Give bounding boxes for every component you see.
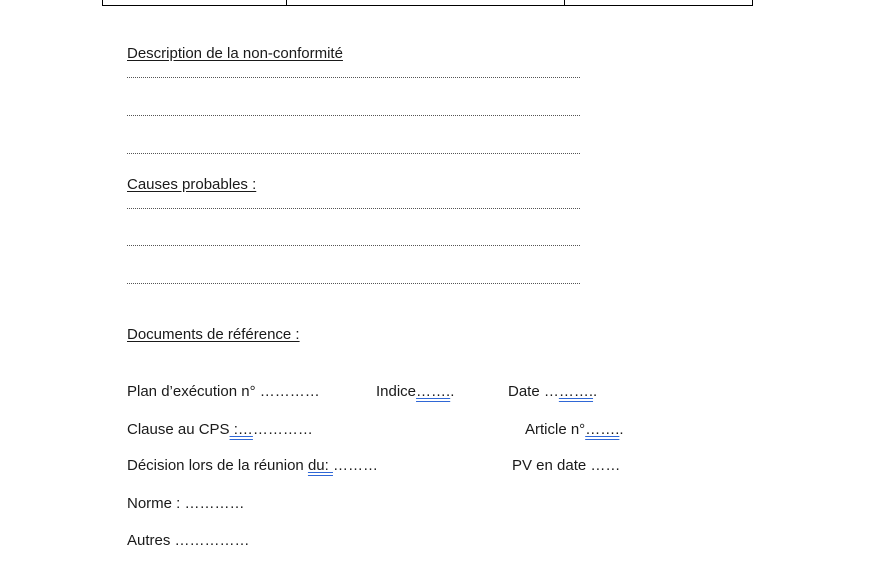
clause-end: …………	[252, 421, 313, 438]
date-value: …….	[558, 383, 594, 400]
indice-field	[376, 383, 454, 400]
dotted-line	[127, 208, 580, 209]
date-end: .	[593, 383, 598, 400]
date-field	[508, 383, 597, 400]
indice-value: …….	[416, 383, 451, 400]
autres-label: Autres ……………	[127, 532, 250, 549]
clause-value: :…	[229, 421, 253, 438]
clause-label: Clause au CPS	[127, 421, 230, 438]
dotted-line	[127, 115, 580, 116]
decision-value: du:	[307, 457, 333, 474]
documents-heading: Documents de référence :	[127, 326, 300, 343]
article-field	[525, 421, 624, 438]
pv-label: PV en date ……	[512, 457, 621, 474]
decision-end: ………	[332, 457, 378, 474]
dotted-line	[127, 245, 580, 246]
plan-label: Plan d’exécution n° …………	[127, 383, 320, 400]
dotted-line	[127, 153, 580, 154]
date-label: Date …	[508, 383, 559, 400]
decision-field	[127, 457, 378, 474]
description-heading: Description de la non-conformité	[127, 45, 343, 62]
header-table	[102, 0, 753, 6]
dotted-line	[127, 283, 580, 284]
indice-label: Indice	[376, 383, 417, 400]
indice-end: .	[450, 383, 455, 400]
clause-field	[127, 421, 313, 438]
header-separator	[564, 0, 565, 5]
header-separator	[286, 0, 287, 5]
article-end: .	[619, 421, 624, 438]
article-label: Article n°	[525, 421, 586, 438]
article-value: …….	[585, 421, 620, 438]
dotted-line	[127, 77, 580, 78]
norme-label: Norme : …………	[127, 495, 245, 512]
decision-label: Décision lors de la réunion	[127, 457, 308, 474]
causes-heading: Causes probables :	[127, 176, 257, 193]
